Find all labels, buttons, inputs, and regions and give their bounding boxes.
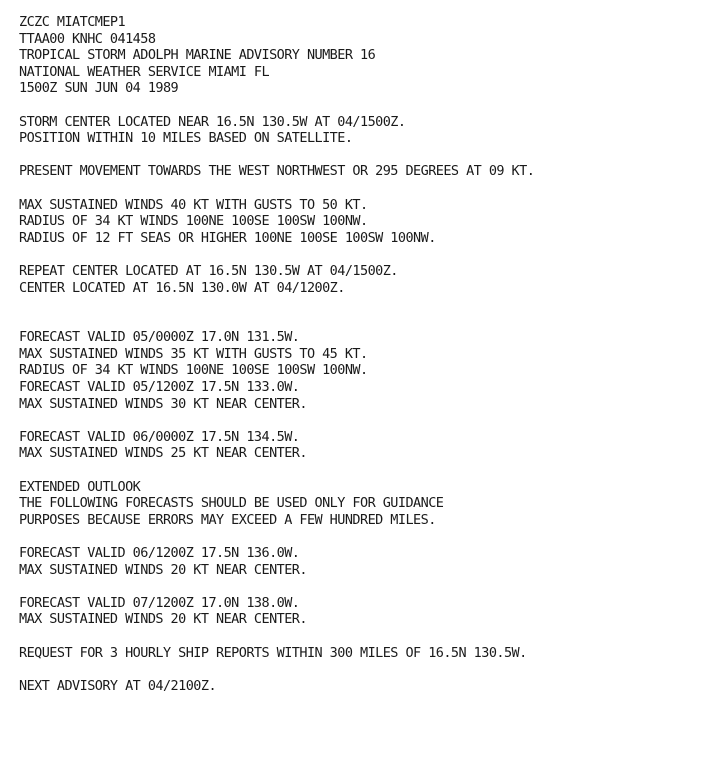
spacer (19, 462, 534, 479)
spacer (19, 628, 534, 645)
position-line: STORM CENTER LOCATED NEAR 16.5N 130.5W AT 04/1500Z. (19, 113, 406, 130)
request-block (19, 645, 534, 662)
repeat-line: REPEAT CENTER LOCATED AT 16.5N 130.5W AT 04/1500Z. (19, 262, 398, 279)
header-block (19, 14, 534, 97)
spacer (19, 246, 534, 263)
outlook-line: PURPOSES BECAUSE ERRORS MAY EXCEED A FEW HUNDRED MILES. (19, 511, 436, 528)
winds-line: MAX SUSTAINED WINDS 40 KT WITH GUSTS TO 50 KT. (19, 196, 368, 213)
outlook-block (19, 479, 534, 529)
forecast-line: MAX SUSTAINED WINDS 20 KT NEAR CENTER. (19, 561, 307, 578)
spacer (19, 147, 534, 164)
forecast-line: FORECAST VALID 05/1200Z 17.5N 133.0W. (19, 379, 300, 396)
request-line: REQUEST FOR 3 HOURLY SHIP REPORTS WITHIN 300 MILES OF 16.5N 130.5W. (19, 644, 527, 661)
forecast-block (19, 429, 534, 462)
forecast-block (19, 595, 534, 628)
spacer (19, 661, 534, 678)
forecast-line: FORECAST VALID 05/0000Z 17.0N 131.5W. (19, 329, 300, 346)
next-advisory-block (19, 678, 534, 695)
position-block (19, 114, 534, 147)
advisory-title: TROPICAL STORM ADOLPH MARINE ADVISORY NUMBER 16 (19, 47, 376, 64)
winds-line: RADIUS OF 12 FT SEAS OR HIGHER 100NE 100SE 100SW 100NW. (19, 229, 436, 246)
next-advisory-line: NEXT ADVISORY AT 04/2100Z. (19, 677, 217, 694)
outlook-heading: EXTENDED OUTLOOK (19, 478, 141, 495)
spacer (19, 180, 534, 197)
winds-block (19, 197, 534, 247)
forecast-line: FORECAST VALID 06/0000Z 17.5N 134.5W. (19, 428, 300, 445)
forecast-line: MAX SUSTAINED WINDS 25 KT NEAR CENTER. (19, 445, 307, 462)
marine-advisory-text (19, 14, 534, 694)
spacer (19, 97, 534, 114)
spacer (19, 296, 534, 329)
spacer (19, 578, 534, 595)
forecast-line: MAX SUSTAINED WINDS 35 KT WITH GUSTS TO 45 KT. (19, 345, 368, 362)
forecast-line: FORECAST VALID 06/1200Z 17.5N 136.0W. (19, 545, 300, 561)
issue-time: 1500Z SUN JUN 04 1989 (19, 80, 179, 97)
repeat-line: CENTER LOCATED AT 16.5N 130.0W AT 04/1200Z. (19, 279, 345, 296)
header-line: TTAA00 KNHC 041458 (19, 30, 156, 47)
movement-block (19, 163, 534, 180)
forecast-block (19, 545, 534, 578)
repeat-block (19, 263, 534, 296)
forecast-line: MAX SUSTAINED WINDS 20 KT NEAR CENTER. (19, 611, 307, 628)
spacer (19, 528, 534, 545)
movement-line: PRESENT MOVEMENT TOWARDS THE WEST NORTHWEST OR 295 DEGREES AT 09 KT. (19, 163, 535, 180)
outlook-line: THE FOLLOWING FORECASTS SHOULD BE USED ONLY FOR GUIDANCE (19, 495, 444, 512)
spacer (19, 412, 534, 429)
forecast-line: MAX SUSTAINED WINDS 30 KT NEAR CENTER. (19, 395, 307, 412)
forecast-block (19, 329, 534, 412)
issuing-office: NATIONAL WEATHER SERVICE MIAMI FL (19, 63, 270, 80)
forecast-line: FORECAST VALID 07/1200Z 17.0N 138.0W. (19, 594, 300, 611)
position-line: POSITION WITHIN 10 MILES BASED ON SATELLITE. (19, 130, 353, 147)
winds-line: RADIUS OF 34 KT WINDS 100NE 100SE 100SW 100NW. (19, 213, 368, 230)
header-line: ZCZC MIATCMEP1 (19, 14, 126, 30)
forecast-line: RADIUS OF 34 KT WINDS 100NE 100SE 100SW 100NW. (19, 362, 368, 379)
